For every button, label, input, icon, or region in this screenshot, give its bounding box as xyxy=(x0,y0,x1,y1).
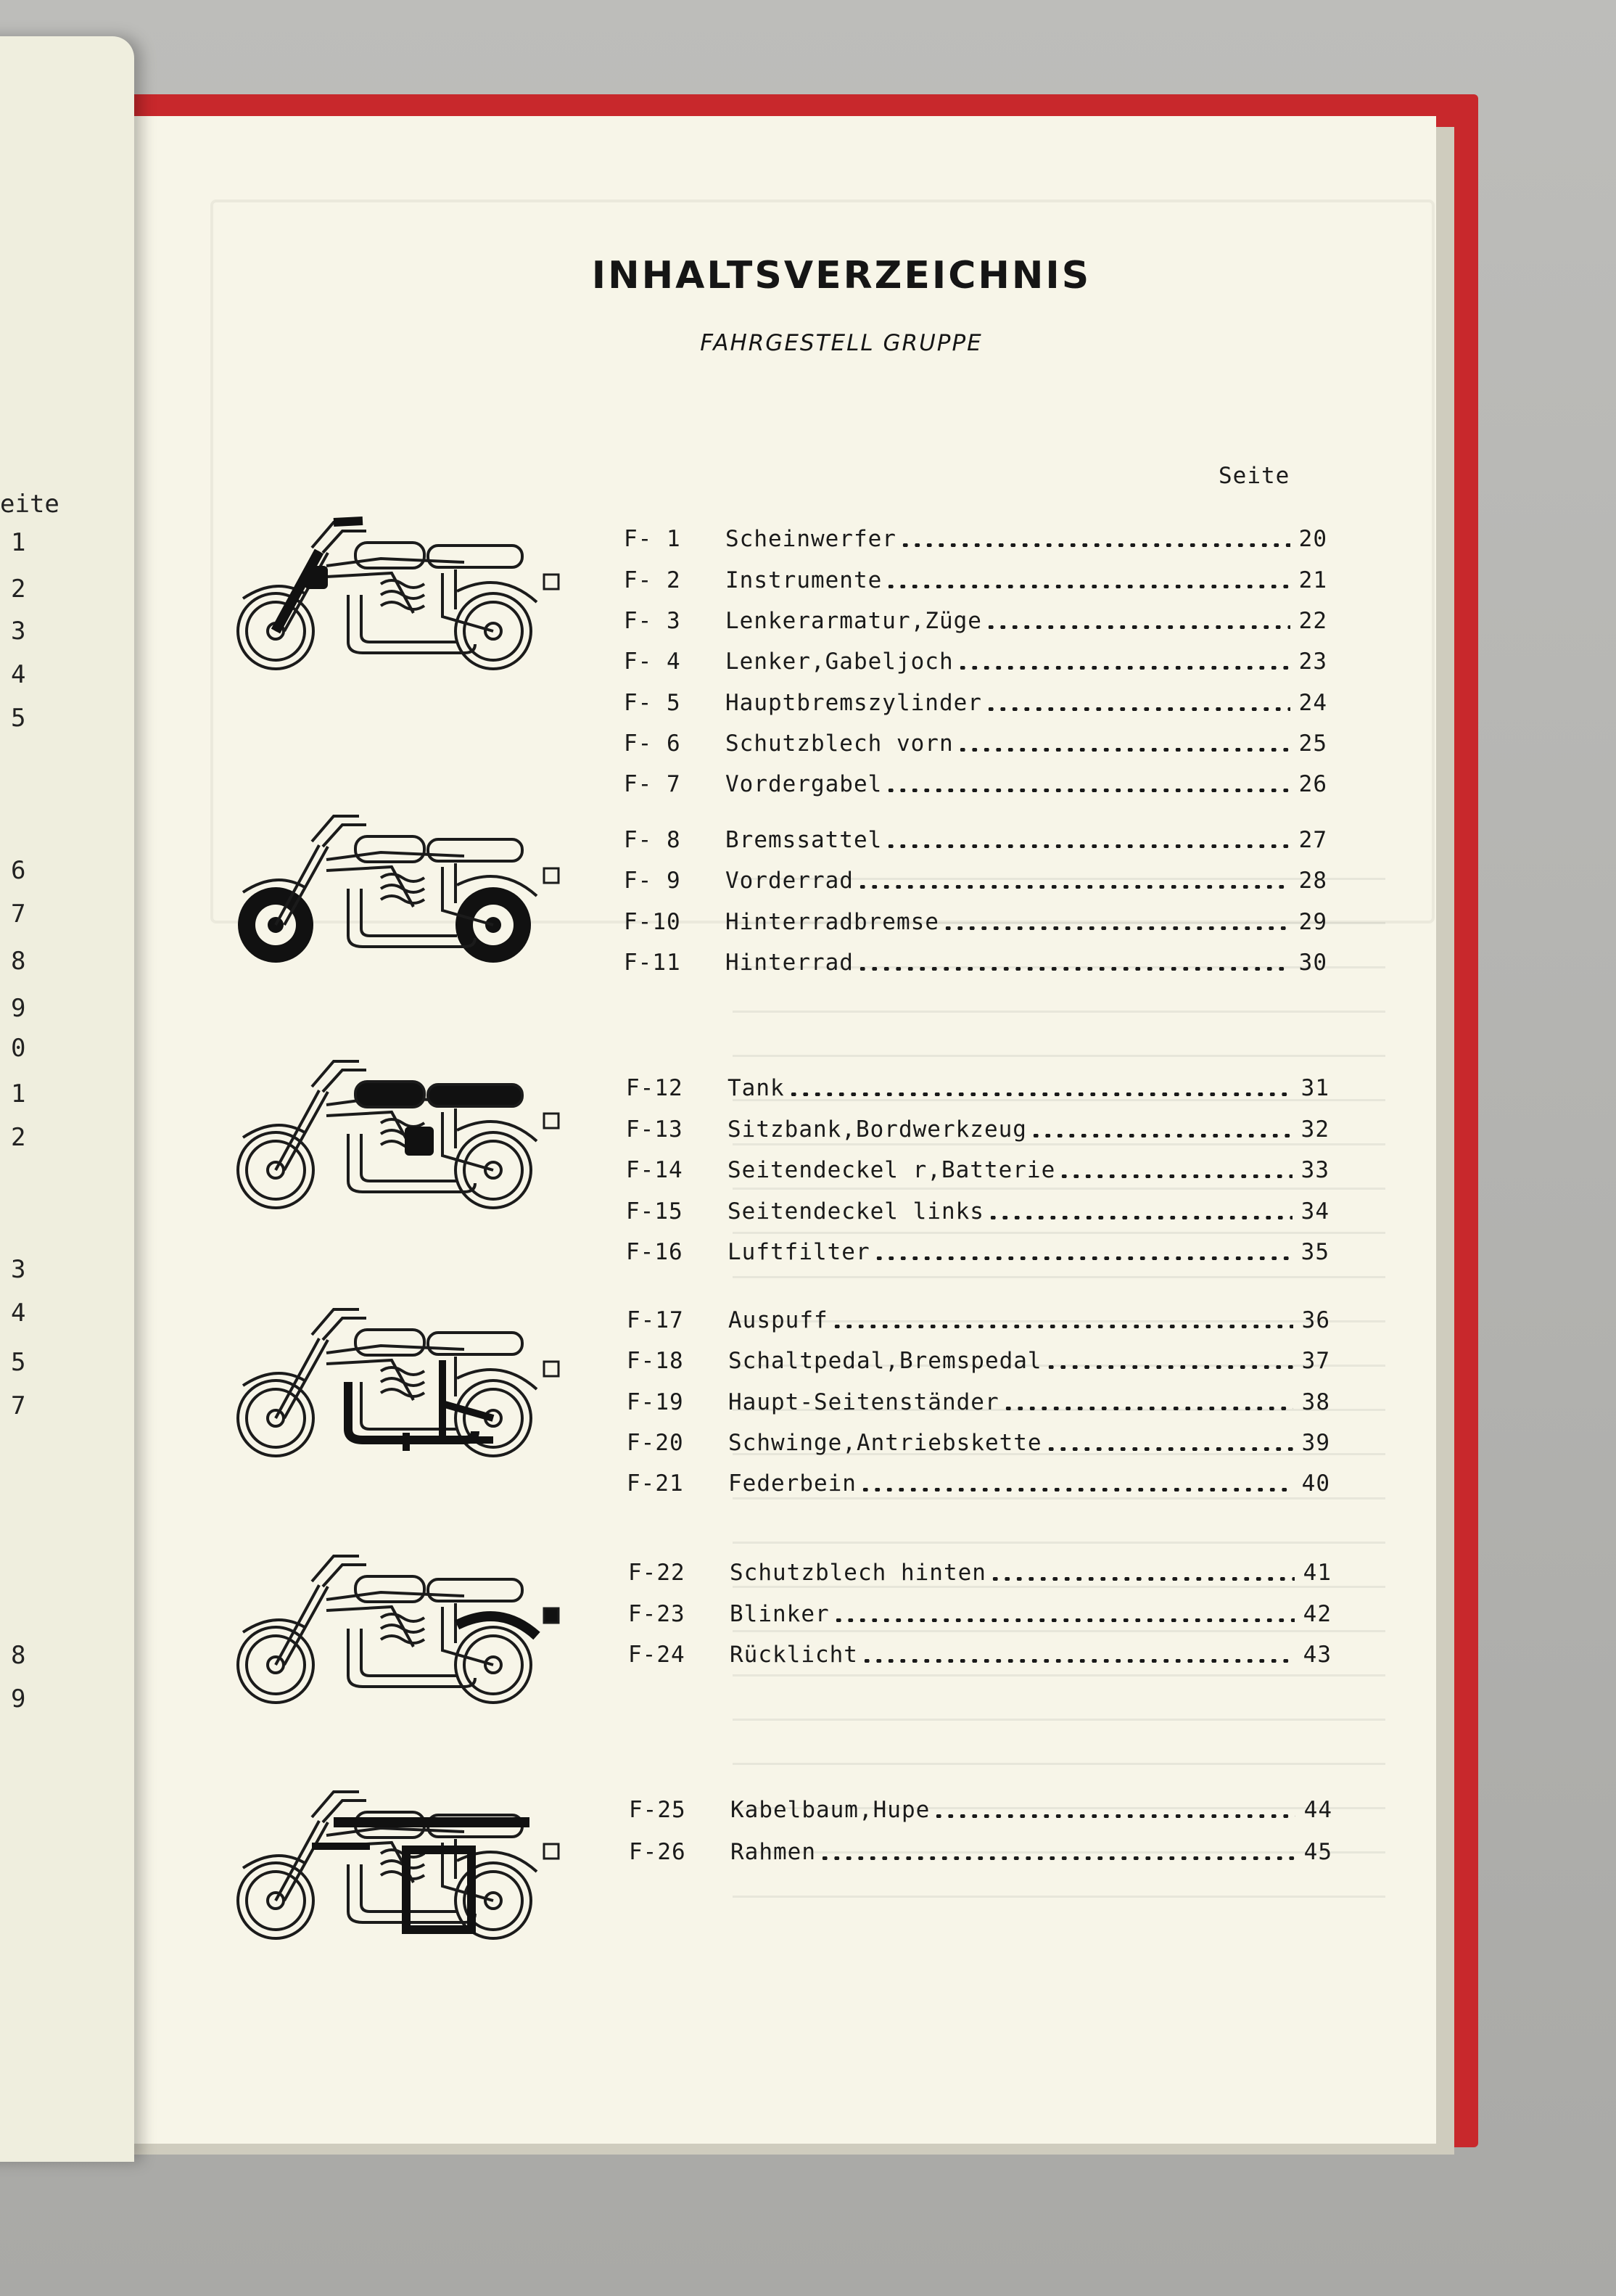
toc-entry xyxy=(627,1307,1330,1336)
toc-entry-page: 26 xyxy=(1298,771,1327,797)
toc-dot-leader xyxy=(857,967,1290,971)
toc-entry-code: F-26 xyxy=(629,1839,686,1865)
show-through-lines xyxy=(733,849,1385,2082)
toc-entry xyxy=(624,827,1327,856)
toc-dot-leader xyxy=(857,885,1290,889)
toc-entry xyxy=(626,1075,1330,1104)
left-page-number: 0 xyxy=(11,1034,26,1063)
toc-entry-page: 38 xyxy=(1301,1389,1330,1415)
toc-entry-code: F-22 xyxy=(628,1560,685,1586)
left-page-number: 5 xyxy=(11,704,26,733)
toc-entry-label: Instrumente xyxy=(725,567,883,593)
toc-dot-leader xyxy=(831,1325,1293,1328)
motorcycle-frame-wiring-icon xyxy=(225,1777,573,1959)
toc-dot-leader xyxy=(885,789,1290,792)
toc-entry-label: Federbein xyxy=(728,1470,857,1497)
toc-dot-leader xyxy=(933,1814,1295,1818)
toc-entry-code: F- 9 xyxy=(624,868,681,894)
toc-entry xyxy=(624,868,1327,897)
toc-dot-leader xyxy=(788,1093,1293,1096)
toc-entry xyxy=(629,1797,1332,1826)
left-page-number: 9 xyxy=(11,994,26,1023)
toc-entry xyxy=(626,1116,1330,1145)
toc-entry-page: 20 xyxy=(1298,526,1327,552)
toc-entry-code: F-21 xyxy=(627,1470,684,1497)
motorcycle-wheels-icon xyxy=(225,802,573,983)
toc-entry-label: Kabelbaum,Hupe xyxy=(730,1797,931,1823)
left-page-number: 1 xyxy=(11,528,26,557)
toc-entry-label: Vordergabel xyxy=(725,771,883,797)
motorcycle-rear-fender-icon xyxy=(225,1542,573,1723)
toc-entry xyxy=(627,1430,1330,1459)
left-page-number: 4 xyxy=(11,1299,26,1328)
toc-dot-leader xyxy=(819,1856,1295,1860)
toc-dot-leader xyxy=(833,1618,1295,1622)
toc-entry-page: 23 xyxy=(1298,649,1327,675)
left-page-number: 6 xyxy=(11,856,26,885)
toc-entry xyxy=(628,1642,1332,1671)
toc-entry-code: F-19 xyxy=(627,1389,684,1415)
toc-dot-leader xyxy=(885,585,1290,588)
toc-dot-leader xyxy=(885,844,1290,848)
toc-entry-code: F-18 xyxy=(627,1348,684,1374)
left-page-number: 4 xyxy=(11,660,26,689)
document-page xyxy=(116,116,1436,2144)
toc-entry xyxy=(624,771,1327,800)
left-page-number: 8 xyxy=(11,947,26,976)
toc-entry-page: 43 xyxy=(1303,1642,1332,1668)
toc-dot-leader xyxy=(1002,1407,1293,1410)
left-page-number: 5 xyxy=(11,1348,26,1377)
toc-entry-page: 44 xyxy=(1303,1797,1332,1823)
toc-dot-leader xyxy=(1058,1174,1293,1178)
left-page-number: 8 xyxy=(11,1641,26,1670)
toc-dot-leader xyxy=(1030,1134,1293,1137)
toc-entry-code: F- 2 xyxy=(624,567,681,593)
toc-entry-page: 42 xyxy=(1303,1601,1332,1627)
toc-dot-leader xyxy=(861,1659,1295,1663)
toc-entry-label: Haupt-Seitenständer xyxy=(728,1389,999,1415)
toc-dot-leader xyxy=(957,666,1290,670)
toc-entry-label: Hauptbremszylinder xyxy=(725,690,982,716)
toc-entry-page: 32 xyxy=(1300,1116,1330,1143)
toc-entry xyxy=(624,909,1327,938)
toc-entry-code: F-15 xyxy=(626,1198,683,1225)
toc-dot-leader xyxy=(1045,1447,1293,1451)
toc-entry-code: F- 8 xyxy=(624,827,681,853)
toc-entry-code: F-16 xyxy=(626,1239,683,1265)
toc-entry xyxy=(629,1839,1332,1868)
toc-dot-leader xyxy=(985,707,1290,711)
page-title: INHALTSVERZEICHNIS xyxy=(591,254,1092,297)
toc-entry-label: Schutzblech vorn xyxy=(725,731,954,757)
toc-entry-page: 29 xyxy=(1298,909,1327,935)
toc-entry xyxy=(624,526,1327,555)
toc-entry xyxy=(628,1560,1332,1589)
toc-entry-code: F- 3 xyxy=(624,608,681,634)
toc-entry-page: 27 xyxy=(1298,827,1327,853)
left-page-number: 7 xyxy=(11,1391,26,1420)
toc-entry-label: Blinker xyxy=(730,1601,830,1627)
toc-entry xyxy=(624,649,1327,678)
toc-entry-page: 22 xyxy=(1298,608,1327,634)
toc-entry-page: 35 xyxy=(1300,1239,1330,1265)
toc-entry-code: F- 6 xyxy=(624,731,681,757)
toc-entry-page: 39 xyxy=(1301,1430,1330,1456)
toc-entry-page: 30 xyxy=(1298,950,1327,976)
toc-entry-label: Luftfilter xyxy=(727,1239,870,1265)
toc-entry-label: Seitendeckel links xyxy=(727,1198,984,1225)
toc-dot-leader xyxy=(1045,1365,1293,1369)
toc-entry-label: Rahmen xyxy=(730,1839,816,1865)
toc-entry xyxy=(626,1239,1330,1268)
toc-entry-code: F-25 xyxy=(629,1797,686,1823)
toc-dot-leader xyxy=(957,748,1290,752)
toc-entry-page: 36 xyxy=(1301,1307,1330,1333)
toc-entry-page: 31 xyxy=(1300,1075,1330,1101)
motorcycle-front-icon xyxy=(225,508,573,689)
toc-entry-page: 24 xyxy=(1298,690,1327,716)
toc-entry-code: F-12 xyxy=(626,1075,683,1101)
left-facing-page xyxy=(0,36,134,2162)
page-subtitle: FAHRGESTELL GRUPPE xyxy=(700,330,983,356)
toc-entry-label: Sitzbank,Bordwerkzeug xyxy=(727,1116,1027,1143)
toc-entry-label: Lenkerarmatur,Züge xyxy=(725,608,982,634)
toc-entry-code: F-17 xyxy=(627,1307,684,1333)
toc-entry xyxy=(624,731,1327,760)
left-page-number: 7 xyxy=(11,900,26,929)
toc-dot-leader xyxy=(987,1216,1293,1219)
toc-entry xyxy=(627,1348,1330,1377)
toc-entry-label: Lenker,Gabeljoch xyxy=(725,649,954,675)
toc-entry-label: Tank xyxy=(727,1075,785,1101)
toc-dot-leader xyxy=(942,926,1290,930)
toc-dot-leader xyxy=(899,543,1290,547)
toc-entry-code: F-24 xyxy=(628,1642,685,1668)
toc-entry-page: 25 xyxy=(1298,731,1327,757)
toc-entry xyxy=(627,1470,1330,1499)
toc-dot-leader xyxy=(985,625,1290,629)
page-column-header: Seite xyxy=(1219,463,1290,489)
toc-entry xyxy=(624,690,1327,719)
toc-entry-page: 45 xyxy=(1303,1839,1332,1865)
toc-entry-label: Auspuff xyxy=(728,1307,828,1333)
left-page-number: 2 xyxy=(11,575,26,604)
toc-entry-page: 41 xyxy=(1303,1560,1332,1586)
toc-dot-leader xyxy=(859,1488,1293,1491)
toc-entry xyxy=(624,567,1327,596)
left-page-number: 1 xyxy=(11,1079,26,1108)
toc-entry-label: Schaltpedal,Bremspedal xyxy=(728,1348,1042,1374)
toc-entry xyxy=(626,1198,1330,1227)
toc-entry-code: F- 5 xyxy=(624,690,681,716)
toc-entry-page: 37 xyxy=(1301,1348,1330,1374)
toc-entry xyxy=(626,1157,1330,1186)
toc-entry-code: F- 1 xyxy=(624,526,681,552)
toc-entry-code: F-13 xyxy=(626,1116,683,1143)
motorcycle-tank-seat-icon xyxy=(225,1047,573,1228)
toc-entry-label: Bremssattel xyxy=(725,827,883,853)
toc-entry-label: Hinterradbremse xyxy=(725,909,939,935)
toc-entry-code: F-10 xyxy=(624,909,681,935)
toc-entry-label: Rücklicht xyxy=(730,1642,858,1668)
toc-entry-code: F-14 xyxy=(626,1157,683,1183)
toc-entry-page: 34 xyxy=(1300,1198,1330,1225)
toc-entry xyxy=(627,1389,1330,1418)
toc-dot-leader xyxy=(873,1256,1293,1260)
left-page-number: 2 xyxy=(11,1123,26,1152)
toc-entry-code: F-20 xyxy=(627,1430,684,1456)
toc-entry-code: F- 4 xyxy=(624,649,681,675)
left-page-number: 9 xyxy=(11,1684,26,1713)
toc-entry-page: 33 xyxy=(1300,1157,1330,1183)
toc-entry-label: Vorderrad xyxy=(725,868,854,894)
toc-entry-page: 40 xyxy=(1301,1470,1330,1497)
toc-entry-code: F-23 xyxy=(628,1601,685,1627)
left-page-number: 3 xyxy=(11,1255,26,1284)
toc-entry-label: Schwinge,Antriebskette xyxy=(728,1430,1042,1456)
left-page-header: eite xyxy=(0,490,59,519)
toc-dot-leader xyxy=(989,1577,1295,1581)
toc-entry xyxy=(624,950,1327,979)
toc-entry-code: F-11 xyxy=(624,950,681,976)
toc-entry-page: 21 xyxy=(1298,567,1327,593)
toc-entry-label: Hinterrad xyxy=(725,950,854,976)
toc-entry-label: Seitendeckel r,Batterie xyxy=(727,1157,1056,1183)
motorcycle-exhaust-swingarm-icon xyxy=(225,1295,573,1476)
toc-entry xyxy=(628,1601,1332,1630)
toc-entry-label: Schutzblech hinten xyxy=(730,1560,986,1586)
toc-entry-page: 28 xyxy=(1298,868,1327,894)
toc-entry-label: Scheinwerfer xyxy=(725,526,896,552)
left-page-number: 3 xyxy=(11,617,26,646)
toc-entry xyxy=(624,608,1327,637)
toc-entry-code: F- 7 xyxy=(624,771,681,797)
